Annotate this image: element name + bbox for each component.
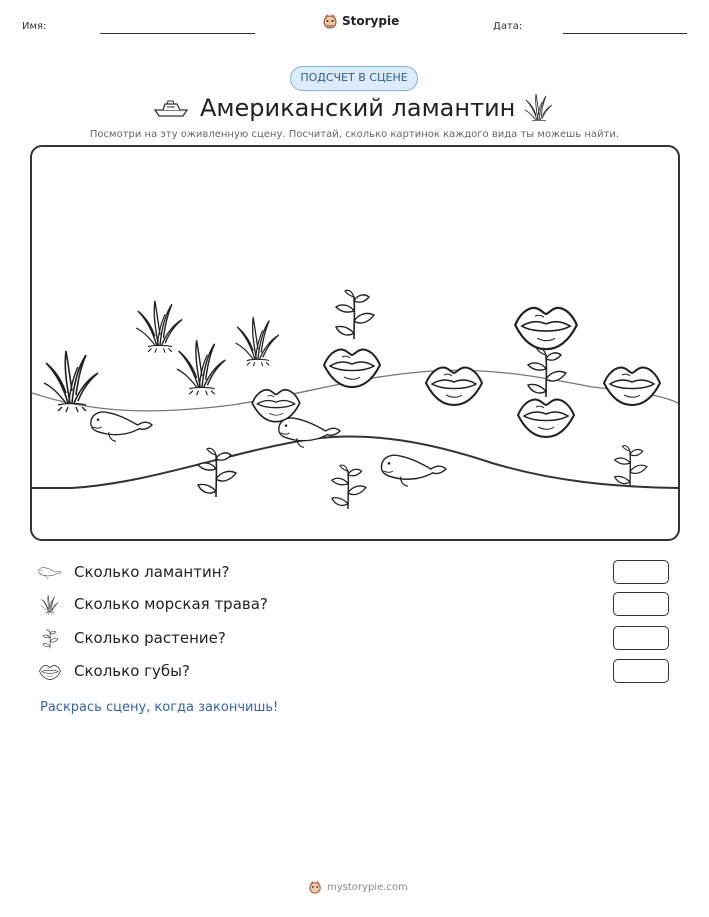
seagrass <box>236 317 279 366</box>
lips <box>426 368 482 405</box>
question-text: Сколько растение? <box>74 629 226 647</box>
plant-icon <box>38 628 62 650</box>
question-text: Сколько ламантин? <box>74 563 230 581</box>
lips <box>515 308 577 349</box>
date-line[interactable] <box>563 33 687 34</box>
manatee <box>381 455 446 486</box>
question-row <box>38 560 673 586</box>
footer-url[interactable]: mystorypie.com <box>327 881 408 893</box>
seagrass <box>136 301 182 353</box>
question-row <box>38 626 673 652</box>
instructions: Посмотри на эту оживленную сцену. Посчитай, сколько картинок каждого вида ты можешь найти. <box>89 129 620 140</box>
name-line[interactable] <box>100 33 255 34</box>
answer-box[interactable] <box>613 659 669 683</box>
manatee-icon <box>38 562 62 584</box>
boat-icon <box>153 98 189 118</box>
plant <box>528 348 566 397</box>
brand-logo <box>322 13 399 29</box>
brand-name: Storypie <box>342 14 400 28</box>
badge: ПОДСЧЕТ В СЦЕНЕ <box>290 66 418 91</box>
question-text: Сколько губы? <box>74 662 190 680</box>
name-label: Имя: <box>22 21 47 32</box>
plant <box>615 446 647 487</box>
date-label: Дата: <box>493 21 523 32</box>
page-title: Американский ламантин <box>200 94 516 122</box>
plant <box>198 448 236 497</box>
seagrass-title-icon <box>523 92 555 122</box>
plant <box>332 465 366 509</box>
scene <box>30 145 680 541</box>
plant <box>336 290 374 339</box>
lips <box>252 390 300 422</box>
lips-icon <box>38 661 62 683</box>
lips <box>518 400 574 437</box>
lips <box>604 368 660 405</box>
question-row <box>38 592 673 618</box>
manatee <box>91 412 152 441</box>
color-note: Раскрась сцену, когда закончишь! <box>40 700 279 715</box>
seagrass-icon <box>38 594 62 616</box>
title-row <box>0 92 709 128</box>
scene-drawing <box>32 147 678 539</box>
question-text: Сколько морская трава? <box>74 595 268 613</box>
seagrass <box>177 340 226 395</box>
question-row <box>38 659 673 685</box>
storypie-logo-icon <box>322 13 338 29</box>
footer <box>308 880 408 894</box>
lips <box>324 350 380 387</box>
answer-box[interactable] <box>613 560 669 584</box>
storypie-footer-icon <box>308 880 322 894</box>
answer-box[interactable] <box>613 592 669 616</box>
answer-box[interactable] <box>613 626 669 650</box>
